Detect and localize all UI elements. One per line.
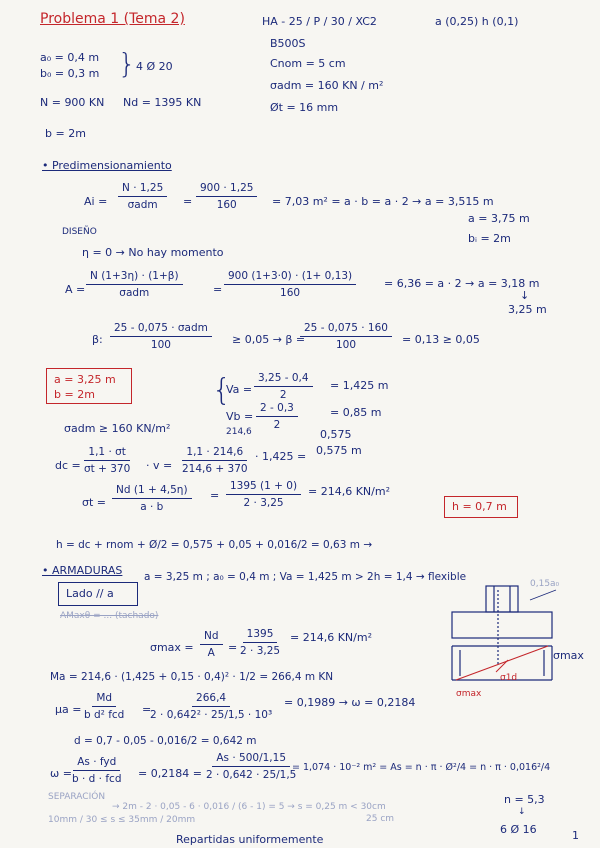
coefficients: a (0,25) h (0,1)	[435, 15, 519, 28]
arrow-down: ↓	[518, 807, 526, 817]
vb-result: = 0,85 m	[330, 406, 382, 419]
mu-f1-num: Md	[92, 692, 116, 707]
sigma-check: σadm ≥ 160 KN/m²	[64, 422, 171, 435]
steel-grade: B500S	[270, 37, 306, 50]
width-b: b = 2m	[45, 127, 86, 140]
equals: =	[210, 489, 220, 502]
dc-result: · 1,425 =	[255, 450, 307, 463]
equals: =	[142, 703, 152, 716]
va-den: 2	[279, 389, 287, 401]
design-load: Nd = 1395 KN	[123, 96, 202, 109]
A-f2-den: 160	[280, 287, 301, 299]
brace: {	[212, 373, 232, 408]
smax-result: = 214,6 KN/m²	[290, 631, 372, 644]
w-mid: = 0,2184 =	[138, 767, 202, 780]
w-f2-num: As · 500/1,15	[212, 752, 290, 767]
mu-f2-den: 2 · 0,642² · 25/1,5 · 10³	[150, 709, 273, 721]
A-f1-num: N (1+3η) · (1+β)	[86, 270, 183, 285]
mu-result: = 0,1989 → ω = 0,2184	[284, 696, 416, 709]
A-rounded: 3,25 m	[508, 303, 547, 316]
separation-line: → 2m - 2 · 0,05 - 6 · 0,016 / (6 - 1) = 5 → s = 0,25 m < 30cm	[112, 802, 386, 812]
diagram-sigma-max-2: σmax	[456, 689, 482, 699]
diagram-sigma-1d: σ1d	[500, 673, 518, 683]
dc-label: dc =	[55, 459, 81, 472]
w-f1-num: As · fyd	[73, 756, 120, 771]
n-result: n = 5,3	[504, 793, 545, 806]
mu-f1-den: b d² fcd	[84, 709, 125, 721]
equals: =	[213, 283, 223, 296]
column-bars: 4 Ø 20	[136, 60, 173, 73]
smax-f2-num: 1395	[243, 628, 278, 643]
beta-condition: ≥ 0,05 → β =	[232, 333, 306, 346]
arrow-down: ↓	[520, 289, 530, 302]
brace: }	[118, 47, 136, 80]
bi-value: bᵢ = 2m	[468, 232, 511, 245]
va-result: = 1,425 m	[330, 379, 389, 392]
beta-f1-den: 100	[150, 339, 171, 351]
equals: =	[183, 195, 193, 208]
dc-f1-den: σt + 370	[84, 463, 131, 475]
st-f1-num: Nd (1 + 4,5η)	[112, 484, 192, 499]
h-line: h = dc + rnom + Ø/2 = 0,575 + 0,05 + 0,016/2 = 0,63 m →	[56, 539, 373, 551]
flexibility-condition: a = 3,25 m ; a₀ = 0,4 m ; Va = 1,425 m > 2h = 1,4 → flexible	[144, 571, 467, 583]
cover: Cnom = 5 cm	[270, 57, 346, 70]
diagram-sigma-max: σmax	[553, 649, 584, 662]
crossed-line: AMaxθ = ... (tachado)	[60, 611, 159, 621]
n-final: 6 Ø 16	[500, 823, 537, 836]
A-label: A =	[65, 283, 86, 296]
h-final: h = 0,7 m	[452, 500, 507, 513]
axial-load: N = 900 KN	[40, 96, 105, 109]
st-f2-den: 2 · 3,25	[243, 497, 284, 509]
design-tag: DISEÑO	[62, 227, 97, 237]
vb-note: 0,575	[320, 428, 352, 441]
dc-value: 0,575 m	[316, 444, 362, 457]
beta-f1-num: 25 - 0,075 · σadm	[110, 322, 212, 337]
separation-heading: SEPARACIÓN	[48, 792, 106, 802]
a-final: a = 3,25 m	[54, 373, 116, 386]
vb-label: Vb =	[226, 410, 254, 423]
beta-label: β:	[92, 333, 103, 346]
w-label: ω =	[50, 767, 72, 780]
smax-f2-den: 2 · 3,25	[240, 645, 281, 657]
b0-value: b₀ = 0,3 m	[40, 67, 100, 80]
allowable-stress: σadm = 160 KN / m²	[270, 79, 384, 92]
mu-label: μa =	[55, 703, 82, 716]
st-label: σt =	[82, 496, 106, 509]
ai-label: Ai =	[84, 195, 108, 208]
separation-notes: 10mm / 30 ≤ s ≤ 35mm / 20mm	[48, 815, 196, 825]
va-label: Va =	[226, 383, 253, 396]
bar-diameter: Øt = 16 mm	[270, 101, 339, 114]
A-f1-den: σadm	[119, 287, 150, 299]
smax-f1-den: A	[207, 647, 215, 659]
sigma-value: 214,6	[226, 427, 252, 437]
w-f2-den: 2 · 0,642 · 25/1,5	[206, 769, 297, 781]
mu-f2-num: 266,4	[192, 692, 230, 707]
ai-f2-num: 900 · 1,25	[196, 182, 257, 197]
st-f1-den: a · b	[140, 501, 164, 513]
ai-f2-den: 160	[216, 199, 237, 211]
ai-f1-num: N · 1,25	[118, 182, 167, 197]
section-armaduras: • ARMADURAS	[42, 564, 123, 577]
w-f1-den: b · d · fcd	[72, 773, 122, 785]
va-num: 3,25 - 0,4	[254, 372, 313, 387]
diagram-dimension: 0,15a₀	[530, 579, 560, 589]
equals: =	[228, 641, 238, 654]
dc-f2-den: 214,6 + 370	[182, 463, 248, 475]
beta-f2-num: 25 - 0,075 · 160	[300, 322, 392, 337]
page-title: Problema 1 (Tema 2)	[40, 11, 185, 27]
moment-line: Ma = 214,6 · (1,425 + 0,15 · 0,4)² · 1/2 = 266,4 m KN	[50, 671, 334, 683]
vb-den: 2	[273, 419, 281, 431]
footing-shape	[452, 612, 552, 638]
w-result: = 1,074 · 10⁻² m² = As = n · π · Ø²/4 = n · π · 0,016²/4	[292, 762, 551, 773]
d-line: d = 0,7 - 0,05 - 0,016/2 = 0,642 m	[74, 735, 257, 747]
ai-f1-den: σadm	[127, 199, 158, 211]
separation-cm: 25 cm	[366, 814, 395, 824]
a0-value: a₀ = 0,4 m	[40, 51, 100, 64]
dc-f2-num: 1,1 · 214,6	[182, 446, 247, 461]
eta-note: η = 0 → No hay momento	[82, 246, 224, 259]
beta-result: = 0,13 ≥ 0,05	[402, 333, 480, 346]
st-f2-num: 1395 (1 + 0)	[226, 480, 301, 495]
A-result: = 6,36 = a · 2 → a = 3,18 m	[384, 277, 540, 290]
page-number: 1	[572, 829, 579, 842]
vb-num: 2 - 0,3	[256, 402, 298, 417]
ai-result: = 7,03 m² = a · b = a · 2 → a = 3,515 m	[272, 195, 494, 208]
A-f2-num: 900 (1+3·0) · (1+ 0,13)	[224, 270, 356, 285]
st-result: = 214,6 KN/m²	[308, 485, 390, 498]
dc-f1-num: 1,1 · σt	[84, 446, 129, 461]
smax-label: σmax =	[150, 641, 194, 654]
b-final: b = 2m	[54, 388, 95, 401]
concrete-spec: HA - 25 / P / 30 / XC2	[262, 15, 377, 28]
smax-f1-num: Nd	[200, 630, 223, 645]
column-shape	[486, 586, 518, 612]
dc-mid: · v =	[146, 459, 173, 472]
distribution-note: Repartidas uniformemente	[176, 833, 324, 846]
section-predim: • Predimensionamiento	[42, 159, 172, 172]
a-rounded: a = 3,75 m	[468, 212, 530, 225]
beta-f2-den: 100	[335, 339, 356, 351]
lado-label: Lado // a	[66, 587, 114, 600]
